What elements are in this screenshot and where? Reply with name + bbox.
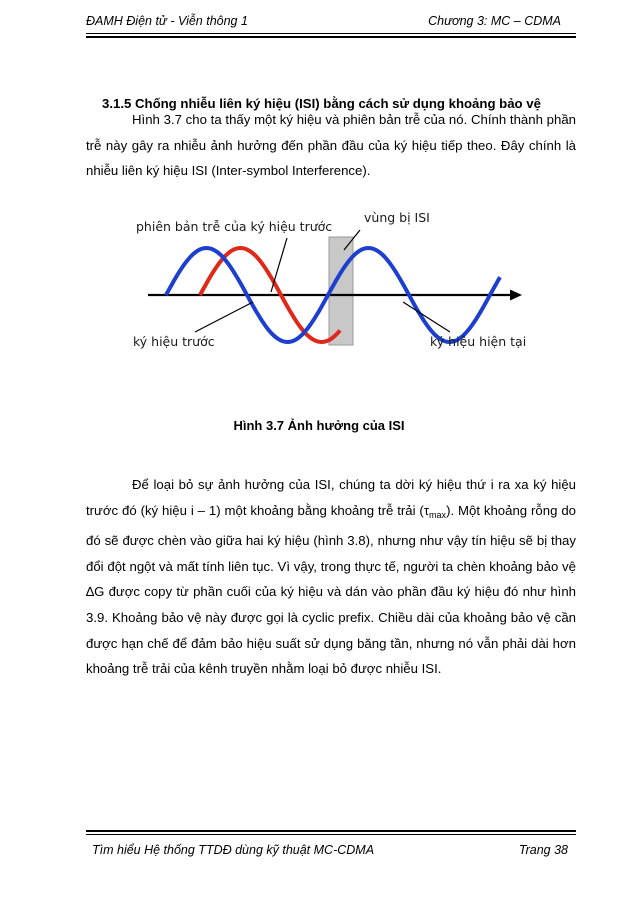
label-current-symbol: ký hiệu hiện tại (430, 334, 527, 349)
isi-figure (0, 0, 638, 400)
pointer-delayed-copy (271, 238, 287, 292)
page-header-right: Chương 3: MC – CDMA (428, 14, 561, 28)
label-previous-symbol: ký hiệu trước (133, 334, 215, 349)
paragraph-intro-text: Hình 3.7 cho ta thấy một ký hiệu và phiên bản trễ của nó. Chính thành phần trễ này gây ra nhiễu ảnh hưởng đến phần đầu của ký hiệu tiếp theo. Đây chính là nhiễu liên ký hiệu ISI (Inter-symbol Interference). (86, 112, 576, 179)
footer-rule-thin (86, 834, 576, 835)
figure-caption: Hình 3.7 Ảnh hưởng của ISI (233, 418, 405, 433)
section-title: 3.1.5 Chống nhiễu liên ký hiệu (ISI) bằng cách sử dụng khoảng bảo vệ (102, 96, 541, 111)
label-delayed-copy: phiên bản trễ của ký hiệu trước (136, 219, 333, 234)
isi-zone-band (329, 237, 353, 345)
label-isi-zone: vùng bị ISI (364, 210, 430, 225)
pointer-previous-symbol (195, 302, 253, 332)
paragraph-guard-part2: ). Một khoảng rỗng do đó sẽ được chèn vào giữa hai ký hiệu (hình 3.8), nhưng như vậy tín hiệu sẽ bị thay đổi đột ngột và mất tính liên tục. Vì vậy, trong thực tế, người ta chèn khoảng bảo vệ ∆G được copy từ phần cuối của ký hiệu và dán vào phần đầu ký hiệu đó như hình 3.9. Khoảng bảo vệ này được gọi là cyclic prefix. Chiều dài của khoảng bảo vệ cần được hạn chế để đảm bảo hiệu suất sử dụng băng tần, nhưng nó vẫn phải dài hơn khoảng trễ trải của kênh truyền nhằm loại bỏ được nhiễu ISI. (86, 502, 576, 677)
page-header-left: ĐAMH Điện tử - Viễn thông 1 (86, 14, 248, 28)
axis-arrowhead (510, 290, 522, 301)
tau-symbol: τ (423, 502, 430, 518)
tau-subscript: max (429, 509, 447, 520)
paragraph-guard-interval (86, 472, 576, 682)
page-footer-right: Trang 38 (518, 843, 568, 857)
footer-rule-thick (86, 830, 576, 832)
paragraph-guard-part1: Để loại bỏ sự ảnh hưởng của ISI, chúng ta dời ký hiệu thứ i ra xa ký hiệu trước đó (ký hiệu i – 1) một khoảng bằng khoảng trễ trải ( (86, 477, 576, 518)
page-footer-left: Tìm hiểu Hệ thống TTDĐ dùng kỹ thuật MC-CDMA (92, 843, 375, 857)
